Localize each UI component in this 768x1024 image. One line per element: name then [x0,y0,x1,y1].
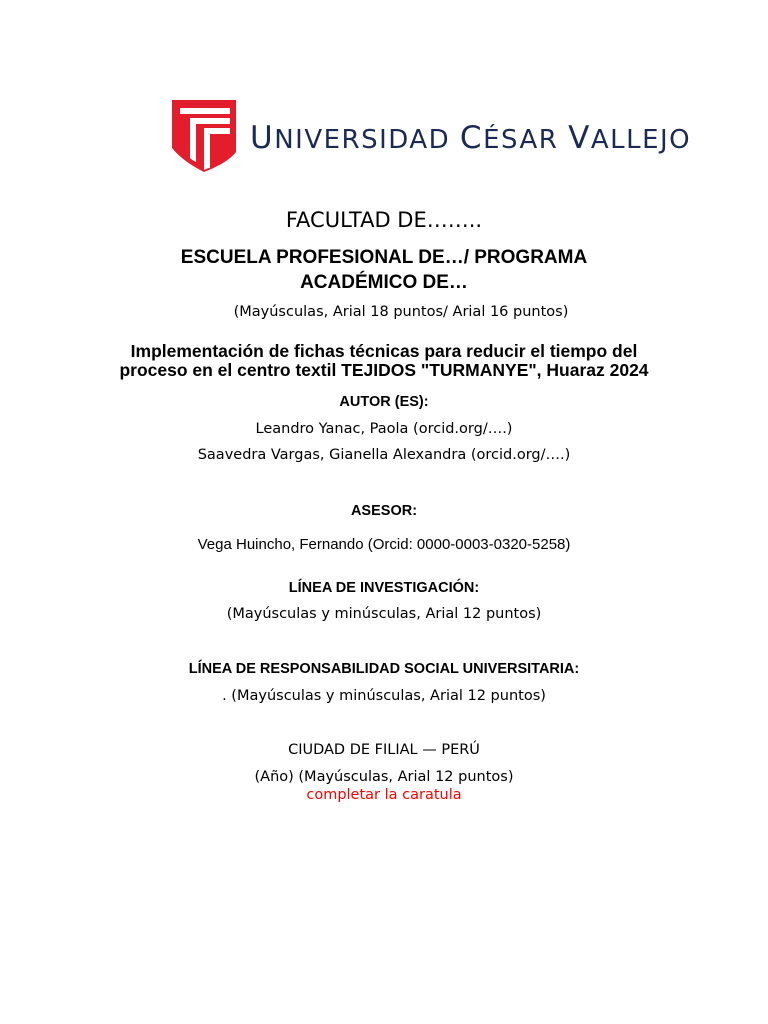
social-line-note: . (Mayúsculas y minúsculas, Arial 12 puntos) [222,688,546,704]
school-heading-line2: ACADÉMICO DE… [300,272,468,293]
school-heading-line1: ESCUELA PROFESIONAL DE…/ PROGRAMA [180,247,588,268]
advisor-label: ASESOR: [350,503,418,519]
authors-label: AUTOR (ES): [339,394,429,410]
faculty-heading: FACULTAD DE…….. [285,208,483,232]
author-name: Saavedra Vargas, Gianella Alexandra (orcid.org/….) [197,447,571,463]
author-name: Leandro Yanac, Paola (orcid.org/….) [255,421,513,437]
thesis-title-line1: Implementación de fichas técnicas para reducir el tiempo del [130,341,638,361]
completion-reminder: completar la caratula [306,787,462,803]
social-line-label: LÍNEA DE RESPONSABILIDAD SOCIAL UNIVERSITARIA: [188,661,580,677]
thesis-title-line2: proceso en el centro textil TEJIDOS "TURMANYE", Huaraz 2024 [119,360,649,380]
year-note: (Año) (Mayúsculas, Arial 12 puntos) [254,769,514,785]
advisor-name: Vega Huincho, Fernando (Orcid: 0000-0003-0320-5258) [197,536,571,553]
format-note: (Mayúsculas, Arial 18 puntos/ Arial 16 puntos) [233,304,569,320]
research-line-label: LÍNEA DE INVESTIGACIÓN: [288,580,480,596]
city-country: CIUDAD DE FILIAL — PERÚ [288,742,480,758]
university-name: UNIVERSIDAD CÉSAR VALLEJO [250,120,692,156]
research-line-note: (Mayúsculas y minúsculas, Arial 12 puntos) [226,606,542,622]
university-shield-icon [170,96,240,176]
